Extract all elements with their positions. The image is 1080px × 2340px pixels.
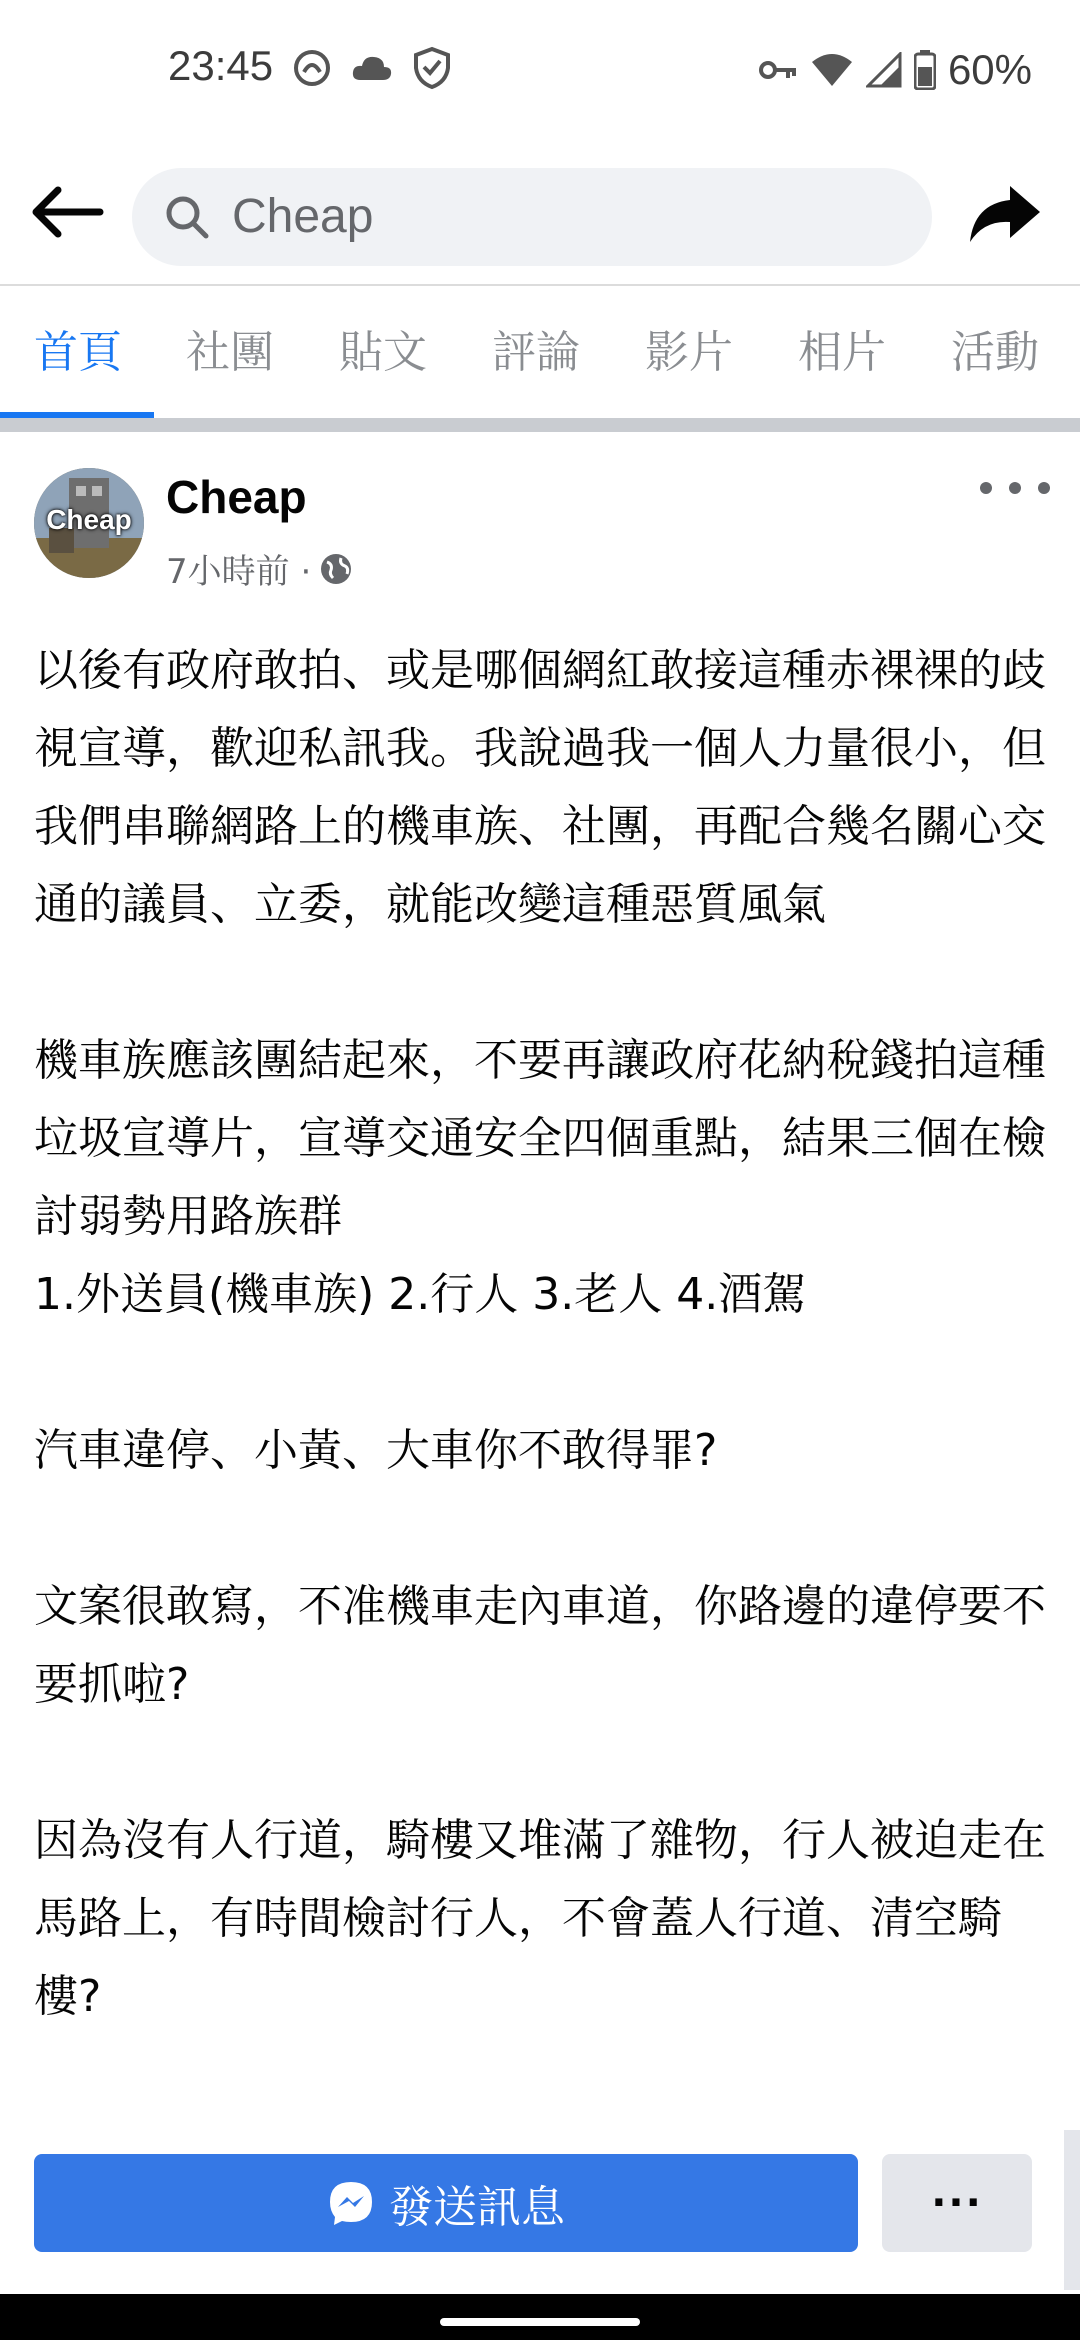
back-arrow-icon[interactable]	[28, 184, 104, 240]
page-tabs	[0, 286, 1080, 420]
search-field[interactable]	[132, 168, 932, 266]
post-paragraph: 以後有政府敢拍、或是哪個網紅敢接這種赤裸裸的歧視宣導，歡迎私訊我。我說過我一個人力量很小，但我們串聯網路上的機車族、社團，再配合幾名關心交通的議員、立委，就能改變這種惡質風氣	[34, 645, 1046, 930]
tab-events[interactable]: 活動	[951, 327, 1039, 378]
search-input[interactable]: Cheap	[232, 190, 374, 243]
divider	[0, 418, 1080, 432]
author-name[interactable]: Cheap	[166, 471, 307, 523]
search-header	[0, 140, 1080, 286]
key-icon	[758, 56, 798, 84]
tab-reviews[interactable]: 評論	[492, 327, 580, 378]
status-icons-right	[758, 40, 1032, 100]
post-timestamp[interactable]: 7小時前 ·	[166, 552, 312, 592]
send-message-label: 發送訊息	[389, 2182, 565, 2233]
signal-icon	[866, 52, 902, 88]
send-message-button[interactable]	[34, 2154, 858, 2252]
battery-icon	[914, 50, 936, 90]
avatar[interactable]	[34, 468, 144, 578]
search-icon	[162, 192, 212, 242]
tab-home[interactable]: 首頁	[34, 327, 122, 378]
post-paragraph: 因為沒有人行道，騎樓又堆滿了雜物，行人被迫走在馬路上，有時間檢討行人，不會蓋人行道、清空騎樓?	[34, 1815, 1046, 2022]
post-meta	[166, 544, 353, 593]
post-options-button[interactable]	[980, 476, 1050, 500]
battery-percent: 60%	[947, 46, 1032, 93]
tab-groups[interactable]: 社團	[186, 327, 274, 378]
dot	[980, 482, 992, 494]
tab-posts[interactable]: 貼文	[339, 327, 427, 378]
home-indicator[interactable]	[440, 2318, 640, 2326]
globe-icon	[319, 552, 353, 586]
avatar-text: Cheap	[46, 504, 132, 535]
status-icons-left	[292, 44, 452, 92]
post-paragraph: 1.外送員(機車族) 2.行人 3.老人 4.酒駕	[34, 1269, 807, 1320]
cloud-icon	[350, 52, 394, 84]
dot	[1038, 482, 1050, 494]
tab-photos[interactable]: 相片	[798, 327, 886, 378]
post-body	[34, 632, 1054, 2114]
scrollbar[interactable]	[1064, 2130, 1080, 2290]
messenger-icon	[327, 2179, 375, 2227]
tab-videos[interactable]: 影片	[645, 327, 733, 378]
post-paragraph: 機車族應該團結起來，不要再讓政府花納稅錢拍這種垃圾宣導片，宣導交通安全四個重點，結果三個在檢討弱勢用路族群	[34, 1035, 1046, 1242]
post-paragraph: 汽車違停、小黃、大車你不敢得罪?	[34, 1425, 718, 1476]
headset-icon	[292, 48, 332, 88]
bottom-action-bar	[0, 2130, 1080, 2290]
shield-icon	[412, 46, 452, 90]
status-time: 23:45	[168, 42, 274, 89]
wifi-icon	[810, 52, 854, 88]
more-actions-button[interactable]: ···	[882, 2154, 1032, 2252]
system-nav-bar	[0, 2294, 1080, 2340]
dot	[1009, 482, 1021, 494]
post-paragraph: 文案很敢寫，不准機車走內車道，你路邊的違停要不要抓啦?	[34, 1581, 1046, 1710]
post-header	[0, 432, 1080, 612]
status-bar	[0, 0, 1080, 140]
share-icon[interactable]	[966, 182, 1042, 246]
